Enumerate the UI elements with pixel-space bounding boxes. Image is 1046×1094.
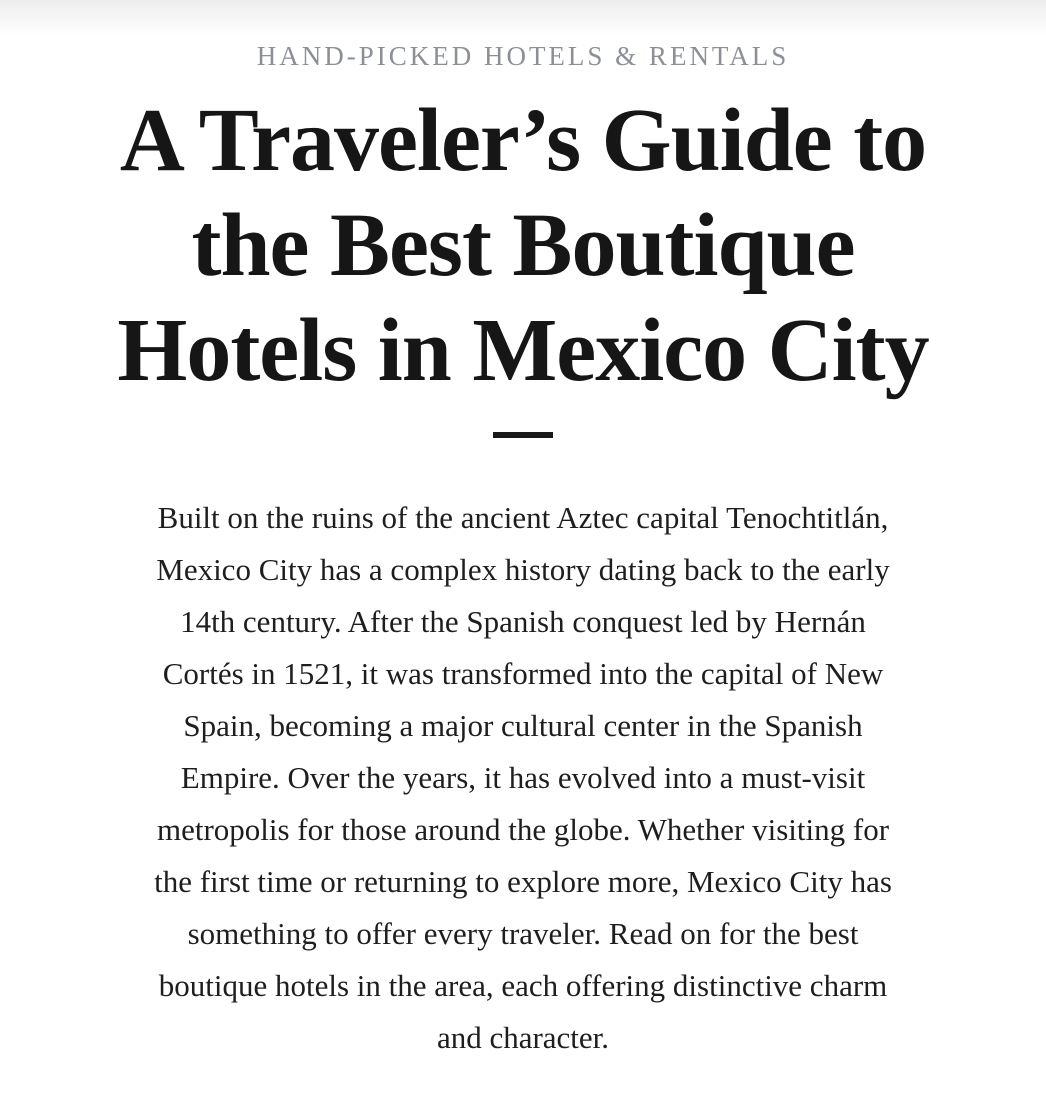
paragraph-line: 14th century. After the Spanish conquest led by Hernán <box>180 604 866 639</box>
title-line: A Traveler’s Guide to <box>119 91 927 190</box>
paragraph-line: Built on the ruins of the ancient Aztec capital Tenochtitlán, <box>157 500 889 535</box>
paragraph-line: Mexico City has a complex history dating back to the early <box>156 552 890 587</box>
article-title <box>33 88 1013 403</box>
paragraph-line: and character. <box>436 1020 610 1055</box>
paragraph-line: Cortés in 1521, it was transformed into the capital of New <box>162 656 884 691</box>
paragraph-line: boutique hotels in the area, each offering distinctive charm <box>158 968 888 1003</box>
paragraph-line: the first time or returning to explore more, Mexico City has <box>154 864 892 899</box>
paragraph-line: Spain, becoming a major cultural center in the Spanish <box>183 708 863 743</box>
title-line: Hotels in Mexico City <box>117 301 929 400</box>
title-line: the Best Boutique <box>191 196 855 295</box>
paragraph-line: something to offer every traveler. Read on for the best <box>187 916 859 951</box>
intro-paragraph <box>61 492 985 1064</box>
eyebrow-label: HAND-PICKED HOTELS & RENTALS <box>256 41 790 71</box>
paragraph-line: Empire. Over the years, it has evolved into a must-visit <box>180 760 866 795</box>
paragraph-line: metropolis for those around the globe. Whether visiting for <box>156 812 890 847</box>
title-divider <box>493 432 553 438</box>
